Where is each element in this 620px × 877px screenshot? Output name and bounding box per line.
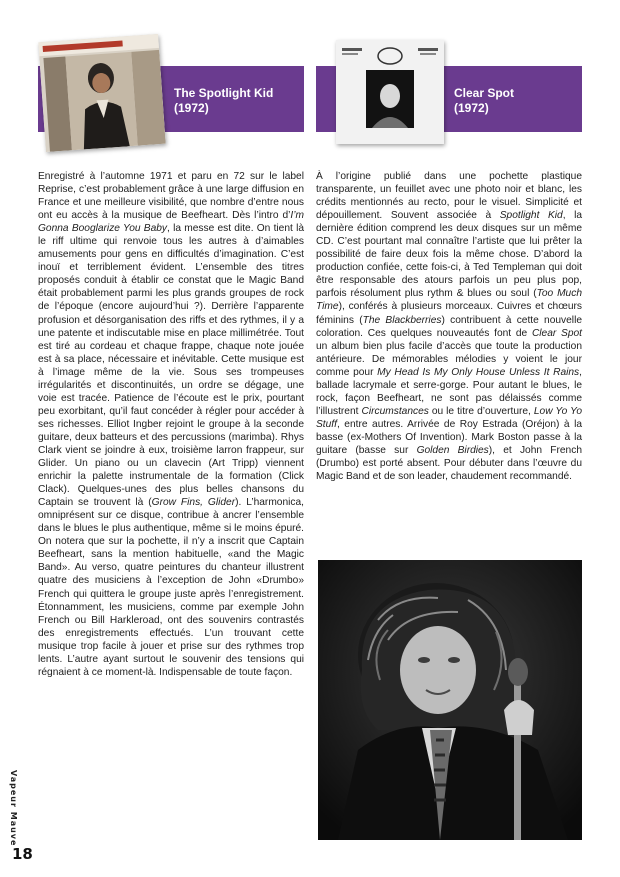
album-cover-spotlight-kid (38, 34, 165, 152)
text-run: Enregistré à l’automne 1971 et paru en 72 sur le label Reprise, c’est probablement grâce à une large diffusion en France et une meilleure visibilité, que nombre d’entre nous ont eu accès à la musique de Beefheart. Dès l’intro d’ (38, 171, 304, 222)
song-title: I’m Gonna Booglarize You Baby (38, 210, 304, 235)
magazine-name-vertical: Vapeur Mauve (9, 770, 18, 847)
song-title: Circumstances (361, 405, 429, 417)
album-reference: Clear Spot (531, 327, 582, 339)
text-run: , ballade lacrymale et serre-gorge. Pour autant le blues, le rock, façon Beefheart, ne sont pas délaissés comme l’illustrent (316, 366, 582, 417)
text-run: un album bien plus facile d’accès que toute la production antérieure. De mémorables mélodies y voient le jour comme pour (316, 340, 582, 378)
song-title: Golden Birdies (416, 444, 489, 456)
text-run: ) contribuent à cette nouvelle coloration. Ces quelques nouveautés font de (316, 314, 582, 339)
song-title: Grow Fins, Glider (151, 497, 236, 509)
song-title: Too Much Time (316, 288, 582, 313)
cover-art-clear-spot (336, 40, 444, 144)
album-year: (1972) (454, 101, 489, 115)
page-number: 18 (12, 845, 33, 863)
album-title-block (454, 86, 514, 116)
text-run: À l’origine publié dans une pochette plastique transparente, un feuillet avec une photo noir et blanc, les crédits mentionnés au recto, pour le visuel. Simplicité et dépouillement. Souvent associée à (316, 171, 582, 222)
concert-photo (318, 560, 582, 840)
text-run: , entre autres. Arrivée de Roy Estrada (Oréjon) à la basse (ex-Mothers Of Invention). Mark Boston passe à la guitare (basse sur (316, 418, 582, 456)
text-run: ), et John French (Drumbo) est porté absent. Pour débuter dans l’œuvre du Magic Band et de son leader, chaudement recommandé. (316, 444, 582, 483)
performer-photo-art (318, 560, 582, 840)
album-reference: Spotlight Kid (499, 210, 563, 222)
article-text (38, 170, 304, 679)
album-cover-clear-spot (336, 40, 444, 144)
cover-art-spotlight-kid (38, 34, 165, 152)
article-column-spotlight-kid (38, 170, 304, 679)
text-run: , la dernière édition comprend les deux disques sur un même CD. C’est pourtant mal connaître l’artiste que lui prêter la possibilité de faire deux fois la même chose. D’abord la production confiée, cette fois-ci, à Ted Templeman qui doit être responsable des atours parfois un peu plus pop, parfois résolument plus rythm & blues ou soul ( (316, 210, 583, 300)
text-run: , la messe est dite. On tient là le riff ultime qui renvoie tous les autres à d’aimables amusements pour gens en difficultés d’imagination. C’est inouï et terriblement évident. L’ensemble des titres proposés conduit à établir ce constat que le Magic Band était probablement parmi les plus grands groupes de rock de l’époque (encore aujourd’hui ?). Derrière l’apparente profusion et désorganisation des riffs et des rythmes, il y a une patente et indiscutable mise en place millimétrée. Tout est tiré au cordeau et chaque frappe, chaque note jouée est à sa place, nécessaire et inévitable. Cette musique est à l’image même de la vie. Sous ses trompeuses irrégularités et discontinuités, un ordre se dégage, une voie est tracée. Patience de l’écoute est le prix, pourtant peu exorbitant, qu’il faut concéder à régler pour accéder à ses richesses. Elliot Ingber rejoint le groupe à la seconde guitare, deux batteurs et des percussions (marimba). Rhys Clark vient se joindre à eux, troisième larron frappeur, sur Glider. Un piano ou un clavecin (Art Tripp) viennent enrichir la palette instrumentale de la formation (Click Clack). Quelques-unes des plus belles chansons du Captain se trouvent là ( (38, 223, 304, 509)
album-year: (1972) (174, 101, 209, 115)
band-reference: The Blackberries (362, 314, 442, 326)
text-run: ). L’harmonica, omniprésent sur ce disque, contribue à ancrer l’ensemble dans le blues le plus authentique, même si le moins épuré. On notera que sur la pochette, il n’y a inscrit que Captain Beefheart, sans la mention habituelle, «and the Magic Band». Au verso, quatre peintures du chanteur illustrent quatre des musiciens à l’exception de John «Drumbo» French qui quittera le groupe juste après l’enregistrement. Étonnamment, les musiciens, comme par exemple John French ou Bill Harkleroad, ont des souvenirs contrastés des enregistrements effectués. L’un trouvant cette musique trop facile à jouer et prise sur des rythmes trop lents. L’autre ayant surtout le souvenir des tensions qui régnaient à ce moment-là. Indispensable de toute façon. (38, 497, 304, 678)
album-title: Clear Spot (454, 86, 515, 100)
article-text (316, 170, 582, 483)
song-title: Low Yo Yo Stuff (316, 405, 583, 430)
song-title: My Head Is My Only House Unless It Rains (377, 366, 580, 378)
article-column-clear-spot (316, 170, 582, 483)
text-run: ), conférés à plusieurs morceaux. Cuivres et chœurs féminins ( (316, 301, 582, 326)
album-title-block (174, 86, 273, 116)
album-title: The Spotlight Kid (174, 86, 274, 100)
text-run: ou le titre d’ouverture, (428, 405, 534, 417)
